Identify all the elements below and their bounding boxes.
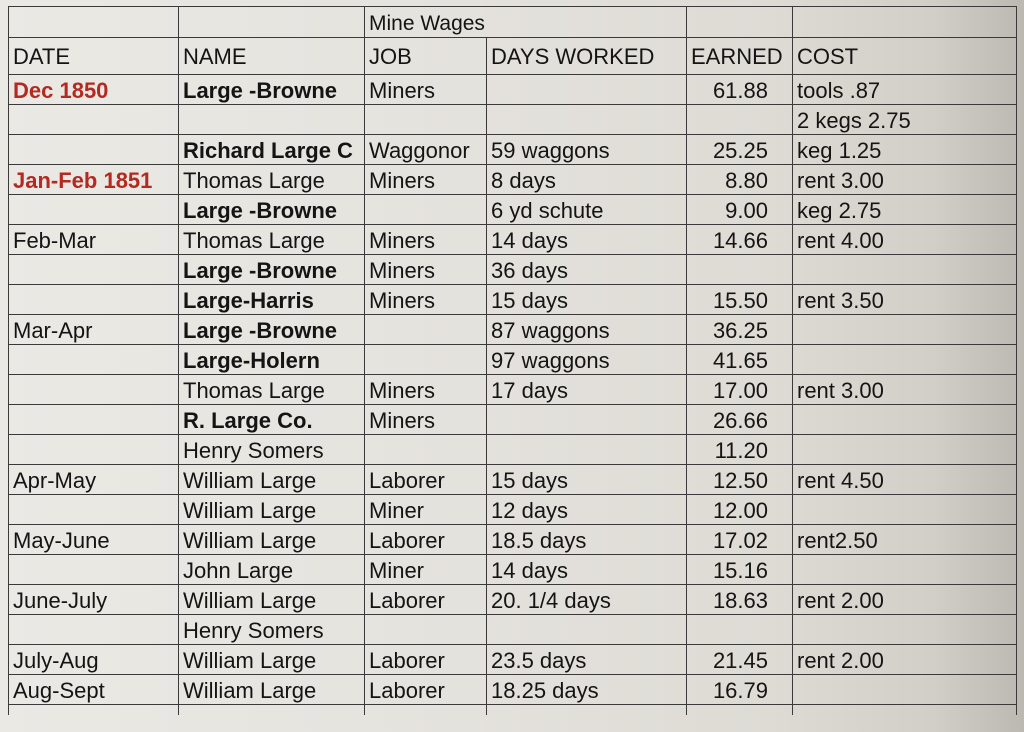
earned-cell: 36.25 <box>687 315 793 345</box>
table-row <box>9 615 1017 645</box>
date-cell <box>9 615 179 645</box>
job-cell <box>365 195 487 225</box>
earned-cell: 41.65 <box>687 345 793 375</box>
table-title: Mine Wages <box>365 7 687 38</box>
header-cost: COST <box>793 38 1017 75</box>
earned-cell: 9.00 <box>687 195 793 225</box>
earned-cell: 16.79 <box>687 675 793 705</box>
cost-cell: rent 3.00 <box>793 375 1017 405</box>
name-cell: R. Large Co. <box>179 405 365 435</box>
table-row <box>9 255 1017 285</box>
days-worked-cell <box>487 405 687 435</box>
days-worked-cell: 17 days <box>487 375 687 405</box>
table-row <box>9 645 1017 675</box>
table-row <box>9 585 1017 615</box>
name-cell: Large-Holern <box>179 345 365 375</box>
job-cell: Miners <box>365 375 487 405</box>
earned-cell: 26.66 <box>687 405 793 435</box>
name-cell: Thomas Large <box>179 165 365 195</box>
header-name: NAME <box>179 38 365 75</box>
table-row <box>9 225 1017 255</box>
job-cell: Miner <box>365 555 487 585</box>
name-cell <box>179 105 365 135</box>
days-worked-cell: 23.5 days <box>487 645 687 675</box>
date-cell <box>9 255 179 285</box>
header-days-worked: DAYS WORKED <box>487 38 687 75</box>
job-cell: Miners <box>365 165 487 195</box>
days-worked-cell: 36 days <box>487 255 687 285</box>
name-cell: William Large <box>179 645 365 675</box>
date-cell: May-June <box>9 525 179 555</box>
table-row <box>9 195 1017 225</box>
cost-cell: keg 1.25 <box>793 135 1017 165</box>
days-worked-cell: 18.5 days <box>487 525 687 555</box>
earned-cell: 18.63 <box>687 585 793 615</box>
date-cell: Dec 1850 <box>9 75 179 105</box>
name-cell: William Large <box>179 585 365 615</box>
earned-cell: 14.66 <box>687 225 793 255</box>
name-cell: William Large <box>179 465 365 495</box>
cost-cell <box>793 255 1017 285</box>
earned-cell: 25.25 <box>687 135 793 165</box>
earned-cell: 15.16 <box>687 555 793 585</box>
days-worked-cell <box>487 75 687 105</box>
header-row <box>9 38 1017 75</box>
job-cell: Laborer <box>365 585 487 615</box>
days-worked-cell: 14 days <box>487 555 687 585</box>
date-cell <box>9 195 179 225</box>
cost-cell: rent 4.00 <box>793 225 1017 255</box>
date-cell <box>9 105 179 135</box>
name-cell: Henry Somers <box>179 615 365 645</box>
table-row <box>9 285 1017 315</box>
cost-cell: rent 3.00 <box>793 165 1017 195</box>
cost-cell <box>793 675 1017 705</box>
earned-cell <box>687 105 793 135</box>
job-cell: Miners <box>365 255 487 285</box>
name-cell: Large -Browne <box>179 255 365 285</box>
earned-cell: 12.50 <box>687 465 793 495</box>
job-cell: Miners <box>365 285 487 315</box>
cost-cell <box>793 495 1017 525</box>
table-row <box>9 405 1017 435</box>
date-cell: Jan-Feb 1851 <box>9 165 179 195</box>
job-cell: Laborer <box>365 675 487 705</box>
job-cell <box>365 105 487 135</box>
earned-cell: 17.02 <box>687 525 793 555</box>
cost-cell <box>793 315 1017 345</box>
job-cell: Miners <box>365 405 487 435</box>
name-cell: William Large <box>179 525 365 555</box>
date-cell: July-Aug <box>9 645 179 675</box>
table-row <box>9 465 1017 495</box>
cost-cell: keg 2.75 <box>793 195 1017 225</box>
days-worked-cell: 15 days <box>487 285 687 315</box>
earned-cell: 8.80 <box>687 165 793 195</box>
days-worked-cell: 97 waggons <box>487 345 687 375</box>
header-earned: EARNED <box>687 38 793 75</box>
table-row <box>9 345 1017 375</box>
table-row <box>9 555 1017 585</box>
earned-cell: 12.00 <box>687 495 793 525</box>
date-cell: Feb-Mar <box>9 225 179 255</box>
job-cell: Laborer <box>365 525 487 555</box>
mine-wages-table <box>8 6 1017 715</box>
table-row <box>9 525 1017 555</box>
days-worked-cell: 87 waggons <box>487 315 687 345</box>
cost-cell: rent2.50 <box>793 525 1017 555</box>
name-cell: Henry Somers <box>179 435 365 465</box>
name-cell: Thomas Large <box>179 375 365 405</box>
days-worked-cell <box>487 615 687 645</box>
title-row <box>9 7 1017 38</box>
job-cell: Miner <box>365 495 487 525</box>
days-worked-cell: 18.25 days <box>487 675 687 705</box>
job-cell <box>365 315 487 345</box>
job-cell <box>365 345 487 375</box>
days-worked-cell: 6 yd schute <box>487 195 687 225</box>
table-row <box>9 495 1017 525</box>
job-cell <box>365 615 487 645</box>
cost-cell: tools .87 <box>793 75 1017 105</box>
days-worked-cell: 14 days <box>487 225 687 255</box>
date-cell <box>9 285 179 315</box>
cost-cell <box>793 555 1017 585</box>
days-worked-cell: 20. 1/4 days <box>487 585 687 615</box>
date-cell: Mar-Apr <box>9 315 179 345</box>
header-job: JOB <box>365 38 487 75</box>
cost-cell: rent 2.00 <box>793 645 1017 675</box>
earned-cell: 21.45 <box>687 645 793 675</box>
table-row <box>9 135 1017 165</box>
date-cell <box>9 375 179 405</box>
date-cell <box>9 345 179 375</box>
table-row <box>9 375 1017 405</box>
earned-cell <box>687 615 793 645</box>
table-row <box>9 75 1017 105</box>
cost-cell <box>793 615 1017 645</box>
name-cell: Large-Harris <box>179 285 365 315</box>
cost-cell <box>793 405 1017 435</box>
table-row <box>9 315 1017 345</box>
name-cell: Large -Browne <box>179 75 365 105</box>
job-cell: Laborer <box>365 465 487 495</box>
cost-cell: 2 kegs 2.75 <box>793 105 1017 135</box>
earned-cell: 11.20 <box>687 435 793 465</box>
date-cell: June-July <box>9 585 179 615</box>
cost-cell: rent 4.50 <box>793 465 1017 495</box>
name-cell: Richard Large C <box>179 135 365 165</box>
earned-cell: 17.00 <box>687 375 793 405</box>
cost-cell: rent 3.50 <box>793 285 1017 315</box>
earned-cell: 61.88 <box>687 75 793 105</box>
earned-cell: 15.50 <box>687 285 793 315</box>
name-cell: William Large <box>179 675 365 705</box>
days-worked-cell: 59 waggons <box>487 135 687 165</box>
date-cell: Aug-Sept <box>9 675 179 705</box>
table-row <box>9 435 1017 465</box>
name-cell: Thomas Large <box>179 225 365 255</box>
table-row <box>9 675 1017 705</box>
name-cell: Large -Browne <box>179 315 365 345</box>
job-cell: Miners <box>365 225 487 255</box>
job-cell: Laborer <box>365 645 487 675</box>
days-worked-cell <box>487 105 687 135</box>
date-cell <box>9 495 179 525</box>
job-cell: Waggonor <box>365 135 487 165</box>
days-worked-cell: 8 days <box>487 165 687 195</box>
name-cell: Large -Browne <box>179 195 365 225</box>
name-cell: William Large <box>179 495 365 525</box>
days-worked-cell: 15 days <box>487 465 687 495</box>
cost-cell <box>793 345 1017 375</box>
table-row <box>9 105 1017 135</box>
date-cell <box>9 135 179 165</box>
name-cell: John Large <box>179 555 365 585</box>
cost-cell: rent 2.00 <box>793 585 1017 615</box>
earned-cell <box>687 255 793 285</box>
table-row <box>9 165 1017 195</box>
days-worked-cell <box>487 435 687 465</box>
job-cell <box>365 435 487 465</box>
date-cell <box>9 555 179 585</box>
date-cell: Apr-May <box>9 465 179 495</box>
cut-off-row <box>9 705 1017 716</box>
header-date: DATE <box>9 38 179 75</box>
cost-cell <box>793 435 1017 465</box>
days-worked-cell: 12 days <box>487 495 687 525</box>
date-cell <box>9 435 179 465</box>
date-cell <box>9 405 179 435</box>
job-cell: Miners <box>365 75 487 105</box>
